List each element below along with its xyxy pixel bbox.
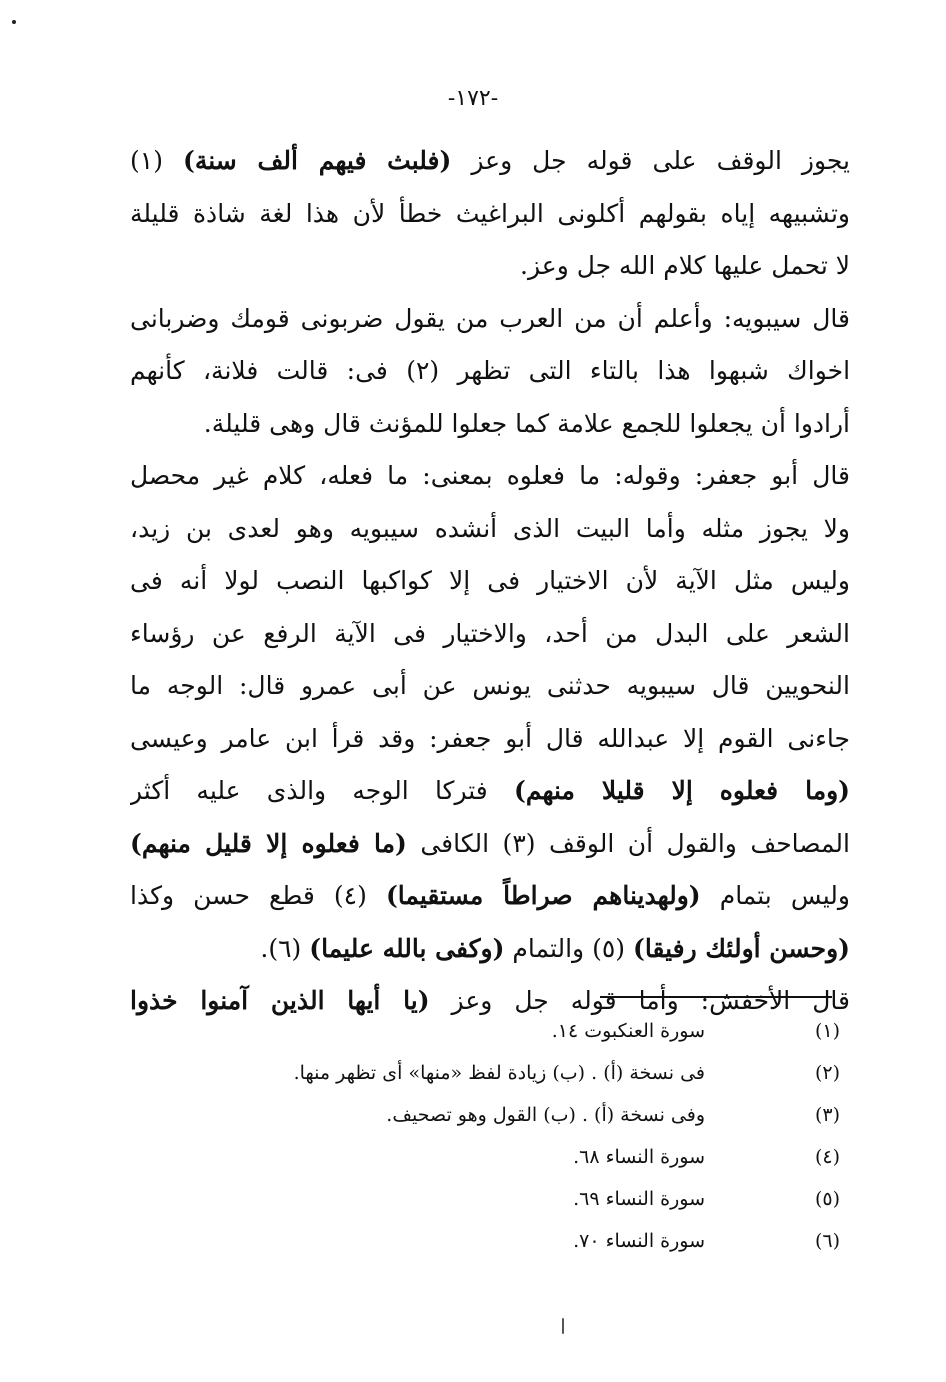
footnote-divider: [600, 996, 832, 998]
text-segment: اخواك شبهوا هذا بالتاء التى تظهر (٢) فى: قالت فلانة، كأنهم: [130, 356, 850, 385]
text-line: [130, 293, 850, 346]
text-line: [130, 660, 850, 713]
text-line: [130, 345, 850, 398]
footnotes: [160, 1010, 840, 1262]
footnote: [160, 1010, 840, 1052]
page-number: -١٧٢-: [447, 86, 499, 111]
text-segment: يجوز الوقف على قوله جل وعز: [451, 146, 850, 175]
text-line: [130, 135, 850, 188]
text-segment: أرادوا أن يجعلوا للجمع علامة كما جعلوا للمؤنث قال وهى قليلة.: [203, 408, 850, 438]
footnote: [160, 1136, 840, 1178]
text-segment: الشعر على البدل من أحد، والاختيار فى الآية الرفع عن رؤساء: [130, 618, 850, 648]
footnote-text: سورة العنكبوت ١٤.: [551, 1020, 705, 1042]
main-text: [130, 135, 850, 1028]
footnote: [160, 1094, 840, 1136]
text-segment: قال أبو جعفر: وقوله: ما فعلوه بمعنى: ما فعله، كلام غير محصل: [130, 461, 850, 490]
footnote-number: (٦): [814, 1230, 840, 1252]
text-segment: (٤) قطع حسن وكذا: [130, 881, 386, 910]
footnote-text: فى نسخة (أ) . (ب) زيادة لفظ «منها» أى تظهر منها.: [293, 1062, 705, 1084]
footnote-text: وفى نسخة (أ) . (ب) القول وهو تصحيف.: [386, 1104, 705, 1126]
text-segment: فتركا الوجه والذى عليه أكثر: [130, 776, 514, 805]
quran-quote: (وما فعلوه إلا قليلا منهم): [514, 776, 850, 805]
text-segment: (٦).: [260, 933, 310, 963]
quran-quote: (ما فعلوه إلا قليل منهم): [130, 828, 407, 858]
text-segment: النحويين قال سيبويه حدثنى يونس عن أبى عمرو قال: الوجه ما: [130, 671, 850, 700]
quran-quote: (يا أيها الذين آمنوا خذوا: [130, 986, 430, 1015]
footnote-text: سورة النساء ٦٨.: [573, 1146, 705, 1168]
footnote-number: (١): [814, 1020, 840, 1042]
text-line: [130, 870, 850, 923]
footnote-number: (٤): [814, 1146, 840, 1168]
footnote: [160, 1052, 840, 1094]
text-line: [130, 608, 850, 661]
text-segment: المصاحف والقول أن الوقف (٣) الكافى: [406, 828, 850, 858]
text-segment: ولا يجوز مثله وأما البيت الذى أنشده سيبويه وهو لعدى بن زيد،: [130, 513, 850, 543]
text-segment: لا تحمل عليها كلام الله جل وعز.: [520, 251, 850, 280]
scan-speck: [12, 20, 16, 24]
footnote-number: (٢): [814, 1062, 840, 1084]
text-line: [130, 765, 850, 818]
scan-mark: [562, 1318, 564, 1334]
footnote: [160, 1178, 840, 1220]
quran-quote: (فلبث فيهم ألف سنة): [183, 146, 452, 175]
quran-quote: (ولهديناهم صراطاً مستقيما): [385, 881, 701, 910]
text-line: [130, 503, 850, 556]
footnote-text: سورة النساء ٧٠.: [573, 1230, 705, 1252]
text-segment: وليس بتمام: [700, 881, 850, 910]
footnote-number: (٥): [814, 1188, 840, 1210]
text-line: [130, 450, 850, 503]
text-segment: وتشبيهه إياه بقولهم أكلونى البراغيث خطأ لأن هذا لغة شاذة قليلة: [130, 198, 850, 228]
text-line: [130, 555, 850, 608]
text-segment: جاءنى القوم إلا عبدالله قال أبو جعفر: وقد قرأ ابن عامر وعيسى: [130, 723, 850, 753]
text-line: [130, 188, 850, 241]
text-segment: (١): [130, 146, 183, 175]
footnote: [160, 1220, 840, 1262]
footnote-text: سورة النساء ٦٩.: [573, 1188, 705, 1210]
text-line: [130, 398, 850, 451]
text-line: [130, 713, 850, 766]
footnote-number: (٣): [814, 1104, 840, 1126]
quran-quote: (وكفى بالله عليما): [309, 933, 505, 963]
quran-quote: (وحسن أولئك رفيقا): [632, 933, 850, 963]
text-segment: قال الأخفش: وأما قوله جل وعز: [429, 986, 850, 1015]
text-segment: قال سيبويه: وأعلم أن من العرب من يقول ضربونى قومك وضربانى: [130, 303, 850, 333]
text-line: [130, 240, 850, 293]
text-segment: (٥) والتمام: [504, 933, 633, 963]
text-segment: وليس مثل الآية لأن الاختيار فى إلا كواكبها النصب لولا أنه فى: [130, 566, 850, 595]
text-line: [130, 923, 850, 976]
text-line: [130, 818, 850, 871]
